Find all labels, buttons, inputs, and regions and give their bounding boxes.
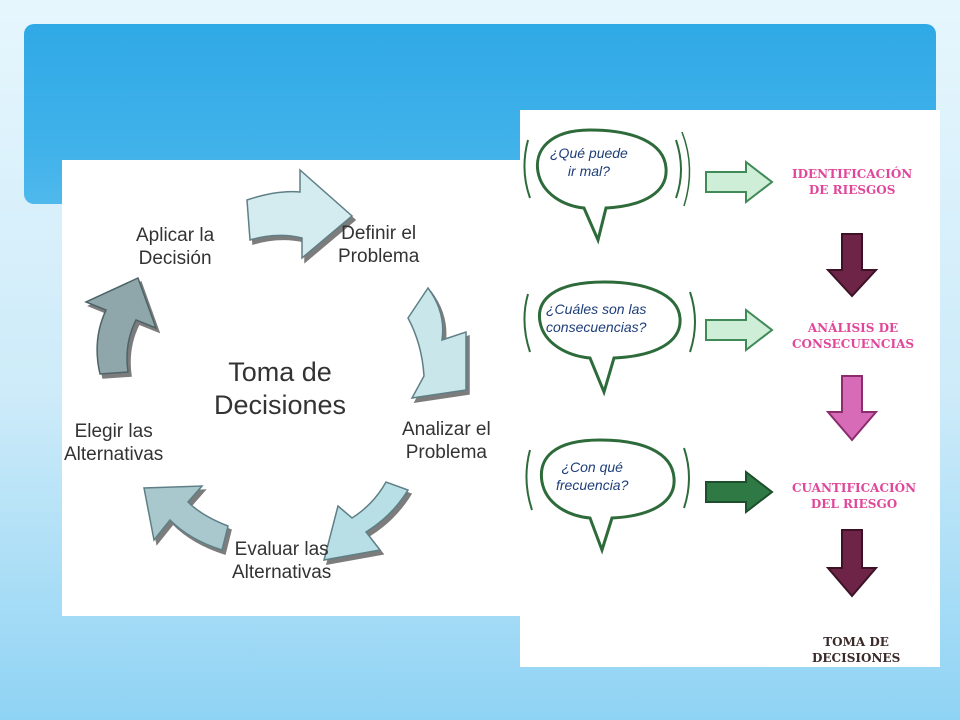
down-arrow-3	[828, 530, 876, 596]
cycle-center-title: Toma de Decisiones	[213, 357, 347, 420]
cycle-step-define: Definir el Problema	[338, 223, 420, 267]
question-what-can-go-wrong: ¿Qué puede ir mal?	[550, 145, 628, 179]
speech-bubble-3	[526, 440, 689, 550]
step-consequence-analysis: ANÁLISIS DE CONSECUENCIAS	[792, 321, 915, 351]
question-frequency: ¿Con qué frecuencia?	[556, 459, 629, 493]
cycle-arrow-top	[247, 170, 352, 258]
step-risk-quantification: CUANTIFICACIÓN DEL RIESGO	[792, 481, 917, 511]
cycle-step-evaluate: Evaluar las Alternativas	[232, 539, 332, 583]
step-decision-making: TOMA DE DECISIONES	[812, 635, 901, 665]
cycle-arrow-bottom-left	[144, 486, 228, 550]
cycle-arrow-left	[86, 278, 156, 374]
risk-analysis-diagram	[520, 110, 940, 667]
right-arrow-1	[706, 162, 772, 202]
cycle-arrow-right	[408, 288, 466, 398]
cycle-step-analyze: Analizar el Problema	[402, 419, 491, 463]
cycle-step-choose: Elegir las Alternativas	[64, 421, 164, 465]
right-arrow-3	[706, 472, 772, 512]
right-arrow-2	[706, 310, 772, 350]
cycle-step-apply: Aplicar la Decisión	[136, 225, 215, 269]
speech-bubble-2	[524, 282, 695, 392]
down-arrow-2	[828, 376, 876, 440]
decision-cycle-diagram	[62, 160, 526, 616]
down-arrow-1	[828, 234, 876, 296]
step-risk-identification: IDENTIFICACIÓN DE RIESGOS	[792, 167, 913, 197]
question-consequences: ¿Cuáles son las consecuencias?	[546, 301, 647, 335]
cycle-arrow-bottom-right	[324, 482, 408, 560]
